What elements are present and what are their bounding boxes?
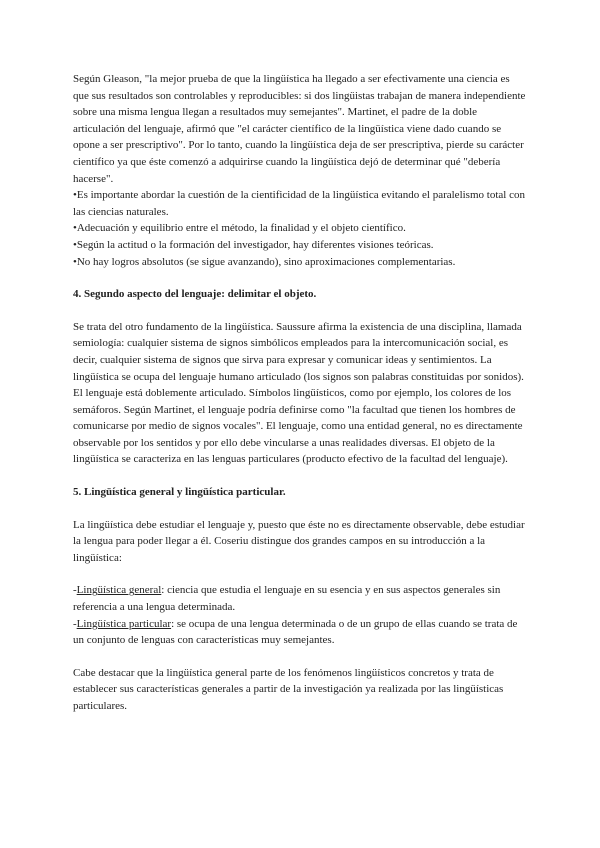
- section-5-heading: 5. Lingüística general y lingüística particular.: [73, 486, 286, 499]
- definition-text: : ciencia que estudia el lenguaje en su esencia y en sus aspectos generales sin referencia a una lengua determinada.: [73, 584, 501, 614]
- bullet-item: •No hay logros absolutos (se sigue avanzando), sino aproximaciones complementarias.: [73, 255, 456, 268]
- bullet-item: •Es importante abordar la cuestión de la cientificidad de la lingüística evitando el paralelismo total con las ciencias naturales.: [73, 189, 525, 218]
- term-particular: Lingüística particular: [76, 617, 172, 630]
- section-5-intro: La lingüística debe estudiar el lenguaje y, puesto que éste no es directamente observable, debe estudiar la lengua para poder llegar a él. Coseriu distingue dos grandes campos en su introducción a la lingüística:: [73, 518, 525, 564]
- closing-paragraph: Cabe destacar que la lingüística general parte de los fenómenos lingüísticos concretos y trata de establecer sus características generales a partir de la investigación ya realizada por las lingüísticas particulares.: [73, 666, 504, 712]
- intro-paragraph: Según Gleason, "la mejor prueba de que la lingüística ha llegado a ser efectivamente una ciencia es que sus resultados son controlables y reproducibles: si dos lingüistas trabajan de manera independiente sobre una misma lengua llegan a resultados muy semejantes". Martinet, el padre de la doble articulación del lenguaje, afirmó que "el carácter científico de la lingüística viene dado cuando se opone a ser prescriptivo". Por lo tanto, cuando la lingüística deja de ser prescriptiva, pierde su carácter científico ya que éste comenzó a adquirirse cuando la lingüística dejó de determinar qué "debería hacerse".: [73, 73, 526, 185]
- definition-prefix: -: [73, 584, 77, 597]
- term-general: Lingüística general: [76, 584, 162, 597]
- section-4-paragraph: Se trata del otro fundamento de la lingüística. Saussure afirma la existencia de una disciplina, llamada semiología: cualquier sistema de signos simbólicos empleados para la intercomunicación social, es decir, cualquier sistema de signos que sirva para expresar y comunicar ideas y sentimientos. La lingüística se ocupa del lenguaje humano articulado (los signos son palabras constituidas por sonidos). El lenguaje está doblemente articulado. Símbolos lingüísticos, como por ejemplo, los colores de los semáforos. Según Martinet, el lenguaje podría definirse como "la facultad que tienen los hombres de comunicarse por medio de signos vocales". El lenguaje, como una entidad general, no es directamente observable por los sentidos y por ello debe vincularse a unas realidades diversas. El objeto de la lingüística se caracteriza en las lenguas particulares (producto efectivo de la facultad del lenguaje).: [73, 320, 524, 466]
- definition-particular: [73, 616, 528, 649]
- bullet-item: •Según la actitud o la formación del investigador, hay diferentes visiones teóricas.: [73, 238, 434, 251]
- definition-prefix: -: [73, 617, 77, 630]
- definition-general: [73, 582, 528, 615]
- bullet-item: •Adecuación y equilibrio entre el método, la finalidad y el objeto científico.: [73, 222, 406, 235]
- definition-text: : se ocupa de una lengua determinada o de un grupo de ellas cuando se trata de un conjunto de lenguas con características muy semejantes.: [73, 617, 518, 647]
- document-body: [73, 71, 528, 715]
- section-4-heading: 4. Segundo aspecto del lenguaje: delimitar el objeto.: [73, 288, 317, 301]
